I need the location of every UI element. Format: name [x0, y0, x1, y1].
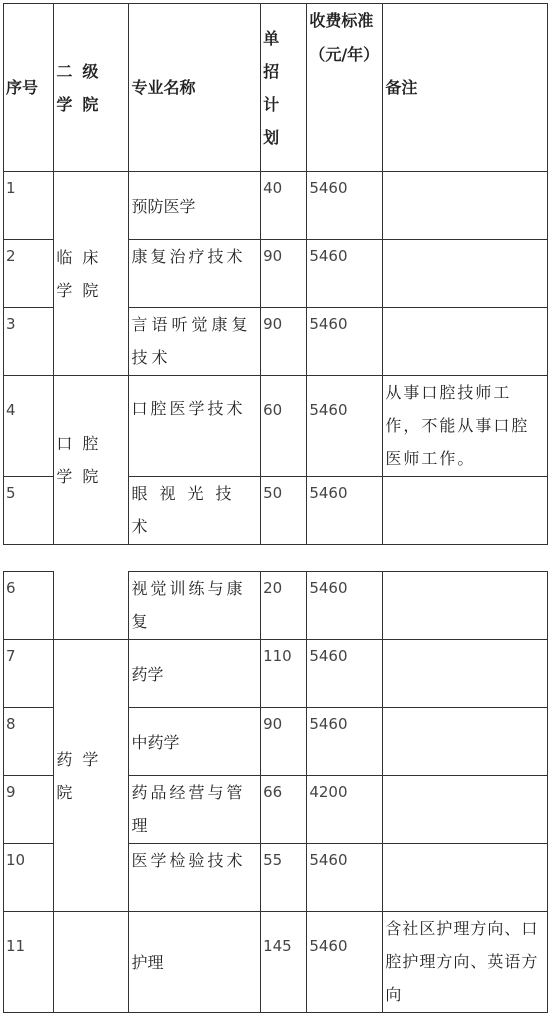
cell-plan: 20 — [261, 572, 307, 640]
cell-seq: 11 — [4, 912, 54, 1013]
cell-major: 康复治疗技术 — [129, 240, 261, 308]
table-row — [4, 572, 548, 640]
cell-fee: 5460 — [307, 376, 383, 477]
header-fee: 收费标准（元/年） — [307, 4, 383, 172]
cell-seq: 1 — [4, 172, 54, 240]
cell-plan: 55 — [261, 844, 307, 912]
enrollment-table-part-2 — [3, 571, 548, 1013]
cell-fee: 5460 — [307, 708, 383, 776]
table-header-row — [4, 4, 548, 172]
table-row — [4, 376, 548, 477]
table-row — [4, 640, 548, 708]
cell-plan: 50 — [261, 477, 307, 545]
cell-major: 眼视光技术 — [129, 477, 261, 545]
cell-plan: 90 — [261, 240, 307, 308]
cell-major: 护理 — [129, 912, 261, 1013]
cell-fee: 5460 — [307, 172, 383, 240]
cell-seq: 2 — [4, 240, 54, 308]
table-row — [4, 172, 548, 240]
cell-note — [383, 172, 548, 240]
table-row — [4, 912, 548, 1013]
cell-plan: 66 — [261, 776, 307, 844]
cell-seq: 6 — [4, 572, 54, 640]
header-major: 专业名称 — [129, 4, 261, 172]
cell-fee: 4200 — [307, 776, 383, 844]
cell-major: 口腔医学技术 — [129, 376, 261, 477]
cell-fee: 5460 — [307, 912, 383, 1013]
cell-major: 中药学 — [129, 708, 261, 776]
cell-college-oral-continued — [54, 572, 129, 640]
cell-major: 视觉训练与康复 — [129, 572, 261, 640]
header-college: 二级学院 — [54, 4, 129, 172]
cell-major: 药学 — [129, 640, 261, 708]
cell-note — [383, 776, 548, 844]
cell-college-empty — [54, 912, 129, 1013]
cell-seq: 4 — [4, 376, 54, 477]
enrollment-table-part-1 — [3, 3, 548, 545]
cell-plan: 90 — [261, 308, 307, 376]
header-plan: 单招计划 — [261, 4, 307, 172]
cell-note — [383, 640, 548, 708]
cell-note: 从事口腔技师工作，不能从事口腔医师工作。 — [383, 376, 548, 477]
header-seq: 序号 — [4, 4, 54, 172]
cell-note: 含社区护理方向、口腔护理方向、英语方向 — [383, 912, 548, 1013]
cell-seq: 5 — [4, 477, 54, 545]
cell-note — [383, 308, 548, 376]
cell-fee: 5460 — [307, 640, 383, 708]
cell-plan: 110 — [261, 640, 307, 708]
cell-note — [383, 572, 548, 640]
cell-seq: 8 — [4, 708, 54, 776]
cell-college-pharmacy: 药学院 — [54, 640, 129, 912]
cell-note — [383, 844, 548, 912]
cell-seq: 7 — [4, 640, 54, 708]
cell-fee: 5460 — [307, 308, 383, 376]
cell-note — [383, 240, 548, 308]
cell-fee: 5460 — [307, 240, 383, 308]
cell-major: 药品经营与管理 — [129, 776, 261, 844]
cell-seq: 9 — [4, 776, 54, 844]
cell-major: 言语听觉康复技术 — [129, 308, 261, 376]
cell-college-clinical: 临床学院 — [54, 172, 129, 376]
cell-plan: 60 — [261, 376, 307, 477]
cell-plan: 90 — [261, 708, 307, 776]
cell-plan: 145 — [261, 912, 307, 1013]
cell-plan: 40 — [261, 172, 307, 240]
cell-college-oral: 口腔学院 — [54, 376, 129, 545]
cell-fee: 5460 — [307, 477, 383, 545]
cell-fee: 5460 — [307, 572, 383, 640]
cell-note — [383, 708, 548, 776]
cell-seq: 3 — [4, 308, 54, 376]
cell-seq: 10 — [4, 844, 54, 912]
cell-major: 医学检验技术 — [129, 844, 261, 912]
cell-note — [383, 477, 548, 545]
cell-major: 预防医学 — [129, 172, 261, 240]
cell-fee: 5460 — [307, 844, 383, 912]
header-note: 备注 — [383, 4, 548, 172]
